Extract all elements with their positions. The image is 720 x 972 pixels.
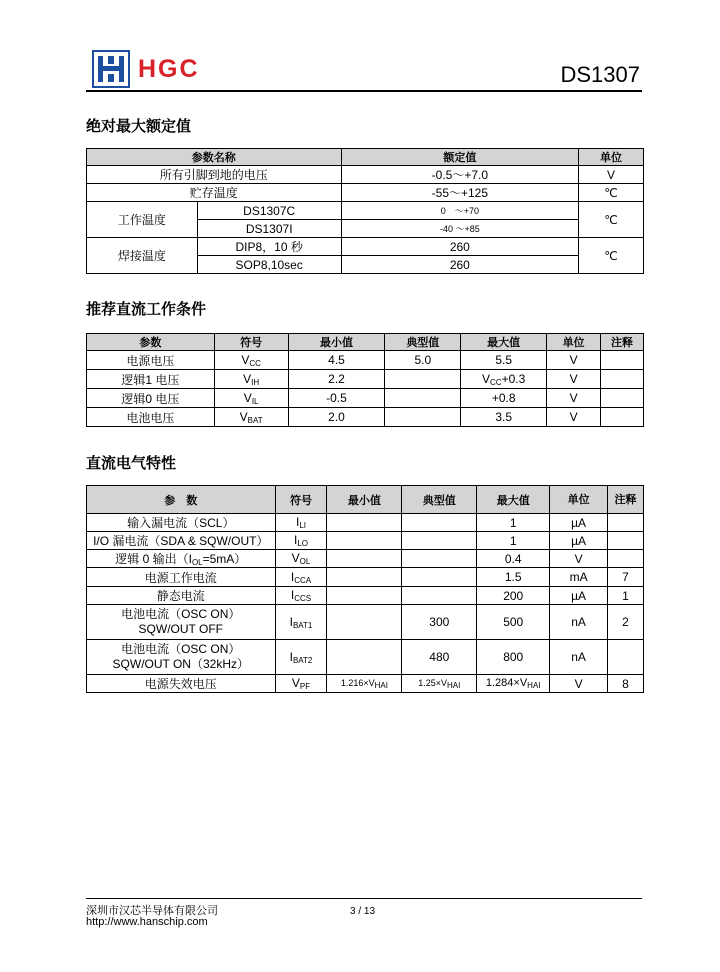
table-row xyxy=(87,568,644,587)
table-row xyxy=(87,587,644,605)
unit-cell: µA xyxy=(550,532,608,550)
unit-cell: V xyxy=(550,675,608,693)
param-cell: 电池电流（OSC ON） SQW/OUT ON（32kHz） xyxy=(87,640,276,675)
max-cell: $V_{CC}+0.3$ xyxy=(461,370,547,389)
param-cell: 贮存温度 xyxy=(87,184,342,202)
symbol-cell: $I_{CCS}$ xyxy=(275,587,327,605)
page-number: 3 / 13 xyxy=(350,906,376,917)
max-cell: 200 xyxy=(477,587,550,605)
table-row xyxy=(87,550,644,568)
max-cell: 5.5 xyxy=(461,351,547,370)
company-logo-text: HGC xyxy=(138,55,200,83)
unit-cell: V xyxy=(547,370,601,389)
param-cell: 电源失效电压 xyxy=(87,675,276,693)
table-row xyxy=(87,370,644,389)
table-row xyxy=(87,351,644,370)
table-row xyxy=(87,514,644,532)
max-cell: 1 xyxy=(477,532,550,550)
unit-cell: V xyxy=(547,389,601,408)
symbol-cell: $V_{IH}$ xyxy=(214,370,288,389)
param-cell: 电池电流（OSC ON） SQW/OUT OFF xyxy=(87,605,276,640)
note-cell: 1 xyxy=(608,587,644,605)
unit-cell: nA xyxy=(550,640,608,675)
unit-cell: ℃ xyxy=(579,238,644,274)
note-cell xyxy=(601,351,644,370)
typ-cell xyxy=(385,370,461,389)
unit-cell: nA xyxy=(550,605,608,640)
param-cell: 焊接温度 xyxy=(87,238,198,274)
table-row xyxy=(87,640,644,675)
param-cell: 逻辑 0 输出$(I_{OL}=5mA)$ xyxy=(87,550,276,568)
note-cell xyxy=(608,550,644,568)
symbol-cell: $V_{IL}$ xyxy=(214,389,288,408)
value-cell: -0.5～+7.0 xyxy=(341,166,579,184)
note-cell xyxy=(608,532,644,550)
max-cell: +0.8 xyxy=(461,389,547,408)
note-cell xyxy=(608,640,644,675)
typ-cell xyxy=(402,514,477,532)
note-cell xyxy=(608,514,644,532)
min-cell: 2.0 xyxy=(288,408,385,427)
model-cell: DS1307C xyxy=(197,202,341,220)
max-cell: 0.4 xyxy=(477,550,550,568)
param-cell: 电源工作电流 xyxy=(87,568,276,587)
typ-cell xyxy=(385,408,461,427)
typ-cell xyxy=(402,550,477,568)
header-cell: 最小值 xyxy=(288,334,385,351)
max-cell: 500 xyxy=(477,605,550,640)
note-cell xyxy=(601,389,644,408)
note-cell: 2 xyxy=(608,605,644,640)
typ-cell: 300 xyxy=(402,605,477,640)
header-cell: 符号 xyxy=(214,334,288,351)
min-cell xyxy=(327,514,402,532)
min-cell: -0.5 xyxy=(288,389,385,408)
unit-cell: ℃ xyxy=(579,202,644,238)
abs-max-table xyxy=(86,148,644,274)
value-cell: -40 ～+85 xyxy=(341,220,579,238)
value-cell: -55～+125 xyxy=(341,184,579,202)
param-cell: 逻辑1 电压 xyxy=(87,370,215,389)
header-rule xyxy=(86,90,642,92)
header-cell: 单位 xyxy=(550,486,608,514)
unit-cell: V xyxy=(579,166,644,184)
hgc-logo-icon xyxy=(92,50,130,88)
symbol-cell: $I_{BAT2}$ xyxy=(275,640,327,675)
param-cell: 电池电压 xyxy=(87,408,215,427)
symbol-cell: $V_{PF}$ xyxy=(275,675,327,693)
min-cell: 2.2 xyxy=(288,370,385,389)
table-row xyxy=(87,238,644,256)
unit-cell: µA xyxy=(550,587,608,605)
unit-cell: V xyxy=(547,351,601,370)
header-cell: 参数名称 xyxy=(87,149,342,166)
max-cell: 800 xyxy=(477,640,550,675)
min-cell: $1.216\times V_{HAI}$ xyxy=(327,675,402,693)
param-cell: 工作温度 xyxy=(87,202,198,238)
unit-cell: mA xyxy=(550,568,608,587)
unit-cell: ℃ xyxy=(579,184,644,202)
min-cell xyxy=(327,550,402,568)
note-cell: 8 xyxy=(608,675,644,693)
dc-rec-table xyxy=(86,333,644,427)
symbol-cell: $V_{BAT}$ xyxy=(214,408,288,427)
value-cell: 0 ～+70 xyxy=(341,202,579,220)
typ-cell: 480 xyxy=(402,640,477,675)
footer-url[interactable]: http://www.hanschip.com xyxy=(86,916,208,928)
section-title-dc-rec: 推荐直流工作条件 xyxy=(86,301,207,318)
symbol-cell: $V_{OL}$ xyxy=(275,550,327,568)
header-cell: 注释 xyxy=(601,334,644,351)
max-cell: 1.5 xyxy=(477,568,550,587)
table-row xyxy=(87,166,644,184)
param-cell: I/O 漏电流（SDA & SQW/OUT） xyxy=(87,532,276,550)
table-row xyxy=(87,408,644,427)
max-cell: 1 xyxy=(477,514,550,532)
symbol-cell: $I_{LO}$ xyxy=(275,532,327,550)
footer-company: 深圳市汉芯半导体有限公司 xyxy=(86,905,218,917)
min-cell xyxy=(327,640,402,675)
symbol-cell: $I_{BAT1}$ xyxy=(275,605,327,640)
symbol-cell: $V_{CC}$ xyxy=(214,351,288,370)
header-cell: 额定值 xyxy=(341,149,579,166)
table-row xyxy=(87,202,644,220)
typ-cell xyxy=(402,587,477,605)
header-cell: 符号 xyxy=(275,486,327,514)
unit-cell: µA xyxy=(550,514,608,532)
header-cell: 最大值 xyxy=(461,334,547,351)
model-cell: DS1307I xyxy=(197,220,341,238)
typ-cell xyxy=(402,532,477,550)
value-cell: 260 xyxy=(341,256,579,274)
table-row xyxy=(87,605,644,640)
table-row xyxy=(87,184,644,202)
min-cell xyxy=(327,532,402,550)
model-cell: DIP8，10 秒 xyxy=(197,238,341,256)
note-cell xyxy=(601,408,644,427)
header-cell: 典型值 xyxy=(402,486,477,514)
table-row xyxy=(87,532,644,550)
param-cell: 电源电压 xyxy=(87,351,215,370)
unit-cell: V xyxy=(550,550,608,568)
param-cell: 输入漏电流（SCL） xyxy=(87,514,276,532)
model-cell: SOP8,10sec xyxy=(197,256,341,274)
note-cell xyxy=(601,370,644,389)
unit-cell: V xyxy=(547,408,601,427)
footer-rule xyxy=(86,898,642,899)
param-cell: 静态电流 xyxy=(87,587,276,605)
header-cell: 单位 xyxy=(547,334,601,351)
typ-cell xyxy=(385,389,461,408)
min-cell xyxy=(327,605,402,640)
header-cell: 参 数 xyxy=(87,486,276,514)
min-cell: 4.5 xyxy=(288,351,385,370)
min-cell xyxy=(327,587,402,605)
table-row xyxy=(87,389,644,408)
typ-cell xyxy=(402,568,477,587)
table-row xyxy=(87,675,644,693)
typ-cell: 5.0 xyxy=(385,351,461,370)
note-cell: 7 xyxy=(608,568,644,587)
header-cell: 最大值 xyxy=(477,486,550,514)
header-cell: 参数 xyxy=(87,334,215,351)
max-cell: $1.284\times V_{HAI}$ xyxy=(477,675,550,693)
value-cell: 260 xyxy=(341,238,579,256)
header-cell: 单位 xyxy=(579,149,644,166)
header-cell: 典型值 xyxy=(385,334,461,351)
section-title-dc-char: 直流电气特性 xyxy=(86,455,177,472)
section-title-abs-max: 绝对最大额定值 xyxy=(86,118,192,135)
param-cell: 逻辑0 电压 xyxy=(87,389,215,408)
typ-cell: $1.25\times V_{HAI}$ xyxy=(402,675,477,693)
header-cell: 最小值 xyxy=(327,486,402,514)
symbol-cell: $I_{CCA}$ xyxy=(275,568,327,587)
min-cell xyxy=(327,568,402,587)
max-cell: 3.5 xyxy=(461,408,547,427)
header-cell: 注释 xyxy=(608,486,644,514)
symbol-cell: $I_{LI}$ xyxy=(275,514,327,532)
dc-char-table xyxy=(86,485,644,693)
document-id: DS1307 xyxy=(560,62,640,87)
param-cell: 所有引脚到地的电压 xyxy=(87,166,342,184)
